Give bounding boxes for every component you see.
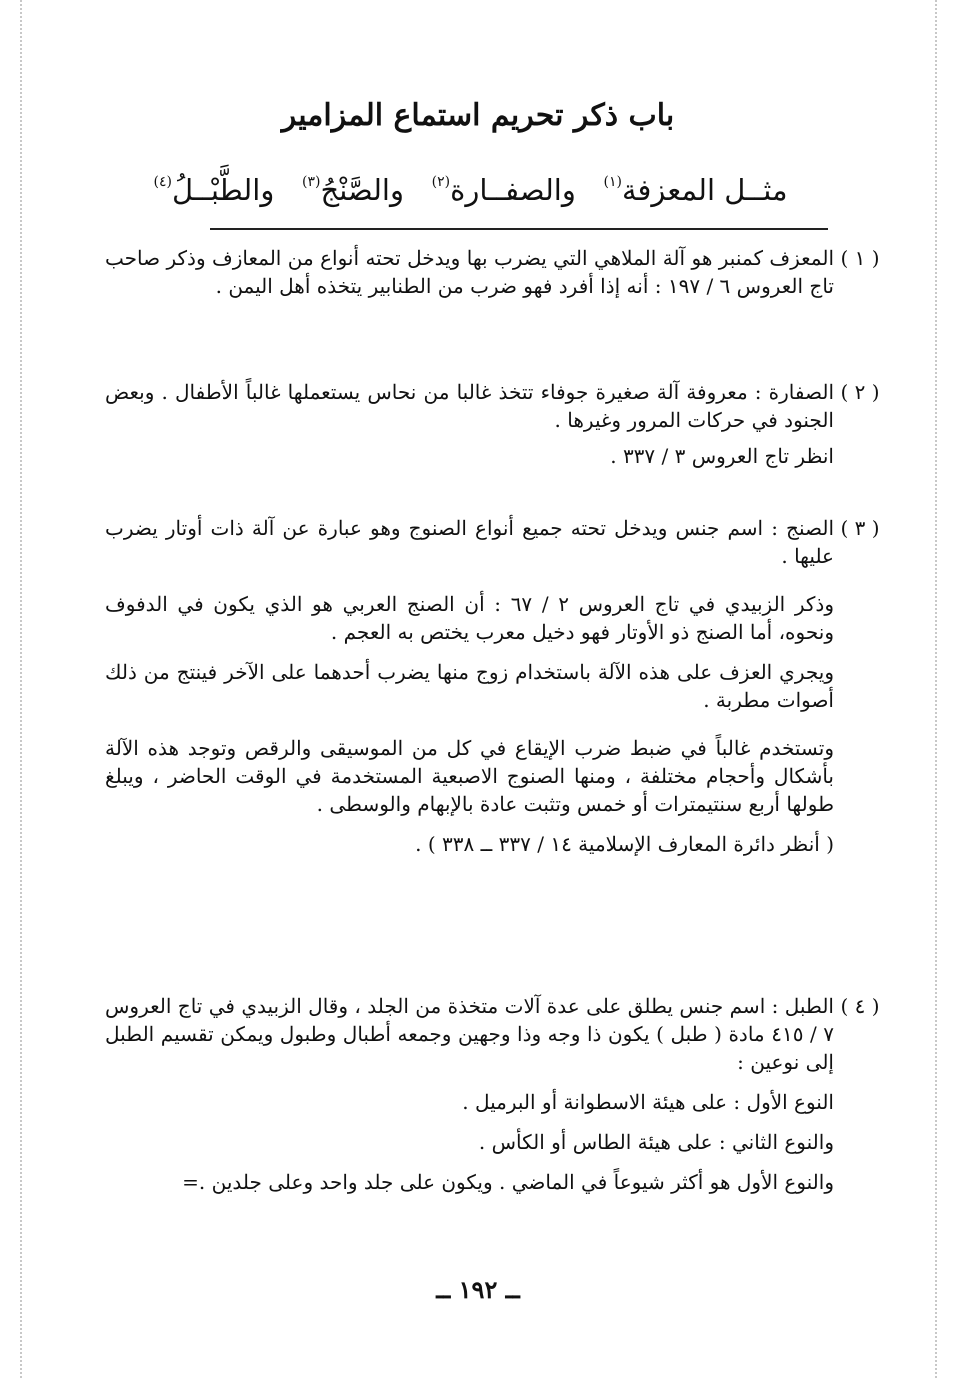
chapter-title: باب ذكر تحريم استماع المزامير	[281, 98, 675, 133]
scan-dotted-margin-left	[20, 0, 22, 1378]
footnote-1	[105, 244, 880, 300]
footnote-number: ( ٤ )	[840, 994, 880, 1018]
footnote-number: ( ١ )	[840, 246, 880, 270]
footnote-paragraph: المعزف كمنبر هو آلة الملاهي التي يضرب بها ويدخل تحته أنواع من المعازف وذكر صاحب تاج العروس ٦ / ١٩٧ : أنه إذا أفرد فهو ضرب من الطنابير يتخذه أهل اليمن .	[105, 246, 834, 298]
footnote-ref: (١)	[603, 174, 622, 190]
subtitle-item: مثــل المعزفة$^{(١)}$	[603, 173, 788, 207]
footnote-paragraph: ويجري العزف على هذه الآلة باستخدام زوج منها يضرب أحدهما على الآخر فينتج من ذلك أصوات مطربة .	[105, 660, 835, 712]
footnote-paragraph: ( أنظر دائرة المعارف الإسلامية ١٤ / ٣٣٧ ــ ٣٣٨ ) .	[415, 832, 834, 856]
subtitle-item: والطَّبْــلُ$^{(٤)}$	[153, 173, 275, 207]
subtitle-item: والصفــارة$^{(٢)}$	[431, 173, 576, 207]
footnote-paragraph: الصنج : اسم جنس ويدخل تحته جميع أنواع الصنوج وهو عبارة عن آلة ذات أوتار يضرب عليها .	[105, 516, 834, 568]
footnote-4	[105, 992, 880, 1196]
footnote-separator	[210, 228, 828, 230]
footnote-number: ( ٣ )	[840, 516, 880, 540]
scan-dotted-margin-right	[935, 0, 937, 1378]
footnote-paragraph: الصفارة : معروفة آلة صغيرة جوفاء تتخذ غالبا من نحاس يستعملها غالباً الأطفال . وبعض الجنود في حركات المرور وغيرها .	[105, 380, 834, 432]
footnote-paragraph: وتستخدم غالباً في ضبط ضرب الإيقاع في كل من الموسيقى والرقص وتوجد هذه الآلة بأشكال وأحجام مختلفة ، ومنها الصنوج الاصبعية المستخدمة في الوقت الحاضر ، ويبلغ طولها أربع سنتيمترات أو خمس وتثبت عادة بالإبهام والوسطى .	[105, 736, 834, 816]
chapter-subtitle	[105, 160, 836, 212]
page-number: ــ ١٩٢ ــ	[436, 1275, 520, 1304]
footnote-paragraph: وذكر الزبيدي في تاج العروس ٢ / ٦٧ : أن الصنج العربي هو الذي يكون في الدفوف ونحوه، أما الصنج ذو الأوتار فهو دخيل معرب يختص به العجم .	[105, 592, 834, 644]
footnote-number: ( ٢ )	[840, 380, 880, 404]
footnote-ref: (٣)	[302, 174, 321, 190]
footnote-ref: (٤)	[153, 174, 172, 190]
footnote-paragraph: والنوع الثاني : على هيئة الطاس أو الكأس .	[478, 1130, 834, 1154]
footnote-2	[105, 378, 880, 470]
footnote-paragraph: النوع الأول : على هيئة الاسطوانة أو البرميل .	[462, 1090, 834, 1114]
footnote-paragraph: انظر تاج العروس ٣ / ٣٣٧ .	[610, 444, 834, 468]
footnote-3	[105, 514, 880, 858]
footnote-ref: (٢)	[431, 174, 451, 190]
footnote-paragraph: الطبل : اسم جنس يطلق على عدة آلات متخذة من الجلد ، وقال الزبيدي في تاج العروس ٧ / ٤١٥ مادة ( طبل ) يكون ذا وجه وذا وجهين وجمعه أطبال وطبول ويمكن تقسيم الطبل إلى نوعين :	[105, 994, 835, 1074]
subtitle-item: والصَّنْجُ$^{(٣)}$	[302, 173, 404, 207]
footnote-paragraph: والنوع الأول هو أكثر شيوعاً في الماضي . ويكون على جلد واحد وعلى جلدين .=	[182, 1170, 834, 1194]
